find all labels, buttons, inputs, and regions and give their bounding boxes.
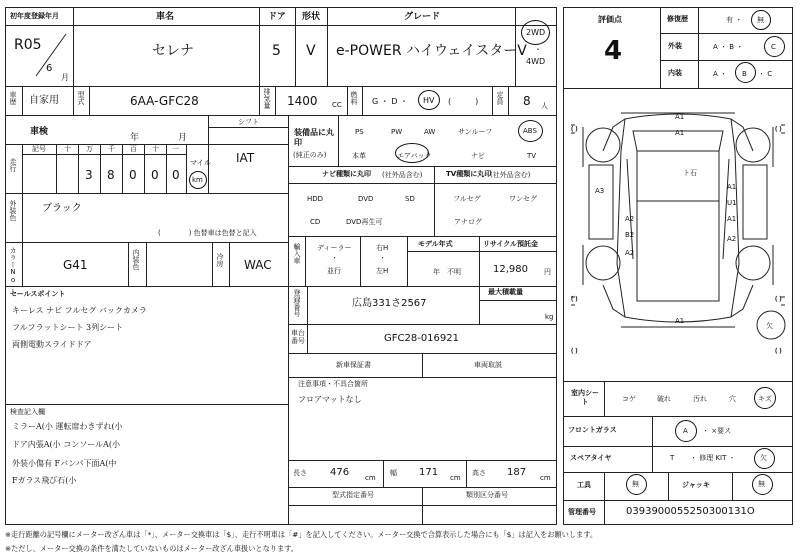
dmg-label-missing: 欠 — [766, 322, 773, 330]
shaken-year: 年 — [130, 133, 140, 143]
car-damage-diagram — [563, 89, 793, 381]
manual-label: 車両取説 — [474, 361, 502, 369]
tv-note: (社外品含む) — [490, 171, 531, 179]
model-value: 6AA-GFC28 — [130, 94, 199, 108]
exterior-label: 外装 — [668, 42, 682, 50]
equip-navi: ナビ — [471, 152, 485, 160]
jack-value: 無 — [758, 480, 765, 488]
import-dealer: ディーラー — [317, 244, 352, 252]
mileage-digit-1: 3 — [85, 168, 93, 182]
usage-label: 車歴 — [9, 91, 17, 105]
nav-cd: CD — [310, 218, 321, 226]
car-name-label: 車名 — [156, 12, 175, 22]
seat-label: 室内シート — [571, 389, 599, 407]
dmg-label-windshield: ト石 — [683, 169, 697, 177]
svg-text:( ): ( ) — [775, 348, 782, 355]
dmg-label-left-door1: A2 — [625, 215, 635, 223]
caution-value: フロアマットなし — [298, 395, 362, 404]
dmg-label-right-door2: A1 — [727, 215, 737, 223]
first-reg-month: 6 — [46, 63, 53, 74]
repair-options: 有 ・ — [726, 16, 743, 24]
repair-selected: 無 — [757, 16, 764, 24]
equip-ps: PS — [355, 128, 364, 136]
score-label: 評価点 — [598, 15, 622, 24]
dmg-label-right-front: A1 — [727, 183, 737, 191]
sales-line-2: フルフラットシート 3列シート — [12, 323, 124, 332]
mileage-digit-3: 0 — [129, 168, 137, 182]
exterior-options: A ・ B ・ — [713, 43, 744, 51]
tv-analog: アナログ — [454, 218, 482, 226]
color-no-value: G41 — [63, 258, 88, 272]
dmg-label-left-front: A3 — [595, 187, 605, 195]
spare-t: T — [670, 454, 675, 462]
nav-hdd: HDD — [307, 195, 324, 203]
seat-stain: 汚れ — [693, 395, 707, 403]
nav-note: (社外品含む) — [382, 171, 423, 179]
color-value: ブラック — [42, 203, 82, 214]
svg-text:( ): ( ) — [775, 296, 782, 303]
seat-burn: コゲ — [622, 395, 636, 403]
drive-dot: ・ — [534, 45, 542, 54]
inspector-line-3: 外装小傷有 Fバンパ下面A(中 — [12, 459, 117, 468]
dmg-label-front: A1 — [675, 113, 685, 121]
shaken-month: 月 — [178, 133, 188, 143]
length-label: 長さ — [293, 469, 307, 477]
equip-tv: TV — [527, 152, 537, 160]
caution-label: 注意事項・不具合箇所 — [298, 380, 368, 388]
drive-2wd: 2WD — [526, 28, 546, 37]
footer-line-1: ※走行距離の記号欄にメーター改ざん車は「*」、メーター交換車は「$」、走行不明車は「#」を記入してください。メーター交換で合算表示した場合にも「$」は記入をお願いします。 — [5, 530, 598, 539]
tools-value: 無 — [632, 480, 639, 488]
equip-pw: PW — [391, 128, 403, 136]
ac-label: 冷房 — [216, 253, 224, 267]
color-no-label: カラーNo. — [9, 247, 17, 292]
nav-sd: SD — [405, 195, 415, 203]
import-parallel: 並行 — [327, 267, 341, 275]
length-unit: cm — [365, 474, 376, 482]
height-unit: cm — [540, 474, 551, 482]
import-right-h: 右H — [376, 244, 389, 252]
seat-tear: 破れ — [657, 395, 671, 403]
mileage-header-3: 千 — [108, 145, 115, 153]
type-approval-label: 型式指定番号 — [332, 491, 374, 499]
shape-label: 形状 — [302, 12, 321, 22]
import-parallel-dot: ・ — [331, 254, 338, 262]
import-h-dot: ・ — [379, 254, 386, 262]
mile-label: マイル — [190, 159, 211, 167]
cc-unit: CC — [332, 101, 342, 109]
fuel-selected: HV — [423, 96, 435, 105]
equip-leather: 本革 — [352, 152, 366, 160]
recycle-value: 12,980 — [493, 264, 528, 275]
repair-label: 修復歴 — [667, 15, 688, 23]
mileage-header-0: 記号 — [32, 145, 46, 153]
mileage-header-1: 十 — [64, 145, 71, 153]
equip-sunroof: サンルーフ — [458, 128, 493, 136]
first-reg-era: R05 — [14, 37, 42, 53]
mileage-digit-2: 8 — [107, 168, 115, 182]
capacity-value: 8 — [523, 94, 531, 108]
seat-hole: 穴 — [729, 395, 736, 403]
inspector-label: 検査記入欄 — [10, 408, 45, 416]
car-name: セレナ — [152, 43, 194, 59]
plate-label: 登録番号 — [293, 289, 301, 317]
spare-kit: ・ 修理 KIT ・ — [690, 454, 736, 462]
tv-fullseg: フルセグ — [453, 195, 481, 203]
usage-value: 自家用 — [29, 95, 59, 106]
door-label: ドア — [268, 12, 286, 22]
drive-4wd: 4WD — [526, 57, 546, 66]
nav-title: ナビ種類に丸印 — [322, 170, 371, 178]
interior-label: 内装 — [668, 69, 682, 77]
inspector-line-1: ミラーA(小 運転席わきずれ(小 — [12, 422, 123, 431]
dmg-label-left-door2: B2 — [625, 231, 635, 239]
mileage-header-6: 一 — [172, 145, 179, 153]
recycle-label: リサイクル預託金 — [483, 240, 539, 248]
tools-label: 工具 — [577, 481, 591, 489]
mileage-label: 走行 — [9, 158, 17, 172]
ac-value: WAC — [244, 258, 272, 272]
equip-abs: ABS — [523, 127, 537, 135]
sales-line-3: 両側電動スライドドア — [12, 340, 92, 349]
glass-label: フロントガラス — [568, 426, 617, 434]
width-value: 171 — [419, 467, 439, 478]
model-year-label: モデル年式 — [418, 240, 453, 248]
grade-label: グレード — [404, 12, 441, 22]
shift-value: IAT — [236, 151, 255, 165]
door-count: 5 — [272, 43, 281, 59]
warranty-label: 新車保証書 — [336, 361, 371, 369]
equip-aw: AW — [424, 128, 436, 136]
chassis-value: GFC28-016921 — [384, 333, 459, 344]
mileage-digit-5: 0 — [172, 168, 180, 182]
svg-text:( ): ( ) — [775, 126, 782, 133]
chassis-label: 車台番号 — [291, 329, 305, 345]
dmg-label-left-rear: A2 — [625, 249, 635, 257]
tv-oneseg: ワンセグ — [509, 195, 537, 203]
shift-label: シフト — [238, 118, 259, 126]
svg-text:( ): ( ) — [571, 348, 578, 355]
fuel-label: 燃料 — [350, 91, 358, 105]
glass-rest: ・ ×要ス — [702, 427, 732, 435]
width-unit: cm — [450, 474, 461, 482]
km-label: km — [192, 176, 203, 184]
svg-text:( ): ( ) — [571, 296, 578, 303]
month-unit: 月 — [61, 73, 69, 82]
import-left-h: 左H — [376, 267, 389, 275]
equipment-label: 装備品に丸印 — [294, 128, 334, 147]
height-value: 187 — [507, 467, 527, 478]
exterior-selected: C — [771, 43, 776, 51]
capacity-unit: 人 — [541, 102, 548, 110]
recycle-unit: 円 — [544, 268, 551, 276]
glass-selected: A — [683, 427, 688, 435]
interior-c: ・ C — [758, 70, 773, 78]
plate-value: 広島331さ2567 — [352, 298, 427, 309]
interior-a: A ・ — [713, 70, 728, 78]
dmg-label-right-rear: A2 — [727, 235, 737, 243]
fuel-options: G ・ D ・ — [372, 97, 408, 106]
mileage-header-5: 十 — [152, 145, 159, 153]
mgmt-label: 管理番号 — [568, 508, 596, 516]
interior-color-label: 内装色 — [132, 249, 140, 270]
nav-dvd-play: DVD再生可 — [346, 218, 383, 226]
interior-selected: B — [742, 70, 747, 78]
category-label: 類別区分番号 — [466, 491, 508, 499]
inspector-line-2: ドア内張A(小 コンソールA(小 — [12, 440, 120, 449]
mileage-header-4: 百 — [130, 145, 137, 153]
grade-value: e-POWER ハイウェイスターV — [336, 43, 527, 59]
mileage-digit-4: 0 — [151, 168, 159, 182]
dmg-label-right-door1: U1 — [727, 199, 737, 207]
dmg-label-rear: A1 — [675, 317, 685, 325]
mileage-header-2: 万 — [86, 145, 93, 153]
svg-text:( ): ( ) — [571, 126, 578, 133]
body-shape: V — [306, 43, 316, 59]
sales-points-label: セールスポイント — [10, 290, 66, 298]
shaken-label: 車検 — [30, 127, 49, 137]
width-label: 幅 — [390, 469, 397, 477]
import-label: 輸入車 — [293, 243, 301, 264]
sales-line-1: キーレス ナビ フルセグ バックカメラ — [12, 306, 147, 315]
model-label: 型式 — [77, 91, 85, 105]
spare-selected: 欠 — [760, 454, 767, 462]
max-load-label: 最大積載量 — [488, 288, 523, 296]
first-reg-label: 初年度登録年月 — [10, 12, 59, 20]
displacement-label: 排気量 — [263, 88, 271, 109]
max-load-unit: kg — [545, 313, 554, 321]
mgmt-value: 0393900055250300131O — [626, 506, 755, 517]
nav-dvd: DVD — [358, 195, 374, 203]
color-note: ( ) 色替車は色替と記入 — [158, 229, 257, 237]
equipment-sublabel: (純正のみ) — [293, 151, 327, 159]
capacity-label: 定員 — [496, 91, 504, 105]
length-value: 476 — [330, 467, 350, 478]
color-label: 外装色 — [9, 200, 17, 221]
spare-label: スペアタイヤ — [570, 454, 612, 462]
seat-scratch: キズ — [758, 395, 772, 403]
inspector-line-4: Fガラス飛び石(小 — [12, 476, 77, 485]
fuel-paren: ( ) — [448, 97, 479, 106]
footer-line-2: ※ただし、メーター交換の条件を満たしていないものはメーター改ざん車扱いとなります。 — [5, 544, 298, 553]
equip-airbag: エアバック — [397, 152, 432, 160]
dmg-label-top: A1 — [675, 129, 685, 137]
score-value: 4 — [604, 36, 623, 66]
height-label: 高さ — [472, 469, 486, 477]
tv-title: TV種類に丸印 — [446, 170, 492, 178]
displacement-value: 1400 — [287, 94, 318, 108]
jack-label: ジャッキ — [682, 481, 710, 489]
model-year-value: 年 不明 — [433, 268, 461, 276]
